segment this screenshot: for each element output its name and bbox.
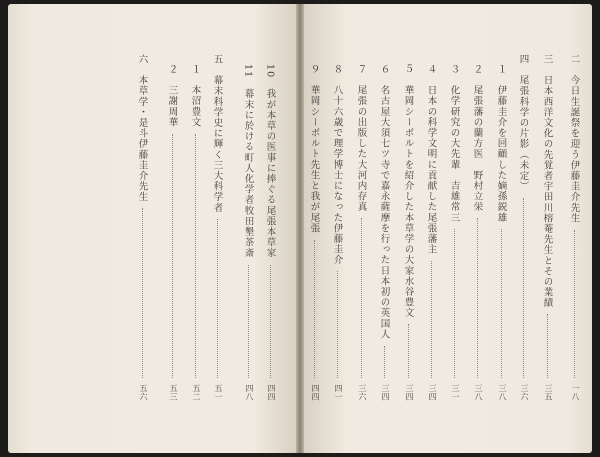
- dotted-leader: [384, 346, 386, 378]
- dotted-leader: [270, 265, 272, 378]
- toc-page-number: 四四: [311, 384, 320, 401]
- dotted-leader: [217, 219, 219, 378]
- toc-entry: ６ 名古屋大須七ツ寺で嘉永薩摩を行った日本初の英国人: [378, 64, 390, 340]
- toc-page-number: 三一: [451, 384, 460, 401]
- toc-entry: ５ 華岡シーボルトを紹介した本草学の大家水谷豊文: [402, 64, 414, 319]
- dotted-leader: [547, 314, 549, 378]
- dotted-leader: [408, 324, 410, 378]
- toc-entry: ８ 八十六歳で理学博士になった伊藤圭介: [331, 64, 343, 266]
- toc-entry: 11 幕末に於ける町人化学者牧田墾茶斎: [242, 64, 254, 259]
- left-page: [8, 4, 296, 453]
- dotted-leader: [314, 240, 316, 378]
- dotted-leader: [454, 229, 456, 378]
- toc-entry: ４ 日本の科学文明に貢献した尾張藩主: [425, 64, 437, 255]
- dotted-leader: [431, 261, 433, 378]
- toc-page-number: 三八: [498, 384, 507, 401]
- toc-entry: 三 日本西洋文化の先覚者宇田川榕菴先生とその業績: [541, 54, 553, 309]
- toc-entry: ２ 三謝周華: [166, 64, 178, 128]
- dotted-leader: [248, 265, 250, 378]
- toc-page-number: 四八: [245, 384, 254, 401]
- dotted-leader: [195, 134, 197, 378]
- toc-page-number: 三四: [405, 384, 414, 401]
- toc-page-number: 一八: [571, 384, 580, 401]
- toc-page-number: 五三: [169, 384, 178, 401]
- dotted-leader: [172, 134, 174, 378]
- toc-entry: １ 本沼豊文: [189, 64, 201, 128]
- toc-entry: 五 幕末科学史に輝く三大科学者: [211, 54, 223, 213]
- toc-entry: ３ 化学研究の大先輩 吉雄常三: [448, 64, 460, 223]
- toc-entry: 二 今日生誕祭を迎う伊藤圭介先生: [568, 54, 580, 224]
- toc-page-number: 三六: [520, 384, 529, 401]
- dotted-leader: [501, 229, 503, 378]
- dotted-leader: [523, 198, 525, 378]
- toc-entry: ９ 華岡シーボルト先生と我が尾張: [308, 64, 320, 234]
- toc-entry: １ 伊藤圭介を回顧した嫡孫鋭雄: [495, 64, 507, 223]
- toc-page-number: 五二: [192, 384, 201, 401]
- dotted-leader: [477, 218, 479, 378]
- toc-page-number: 四一: [334, 384, 343, 401]
- dotted-leader: [142, 208, 144, 378]
- dotted-leader: [361, 218, 363, 378]
- toc-page-number: 四四: [267, 384, 276, 401]
- toc-entry: 四 尾張科学の片影（未定）: [517, 54, 529, 192]
- toc-page-number: 三五: [544, 384, 553, 401]
- toc-page-number: 五六: [139, 384, 148, 401]
- dotted-leader: [574, 230, 576, 378]
- toc-entry: ２ 尾張藩の蘭方医 野村立栄: [471, 64, 483, 213]
- book-gutter: [296, 4, 304, 453]
- right-page: [304, 4, 592, 453]
- toc-entry: ７ 尾張の出版した大河内存真: [355, 64, 367, 213]
- toc-page-number: 三四: [381, 384, 390, 401]
- toc-entry: 六 本草学・是斗伊藤圭介先生: [136, 54, 148, 203]
- toc-entry: 10 我が本草の医事に捧ぐる尾張本草家: [264, 64, 276, 259]
- toc-page-number: 三四: [428, 384, 437, 401]
- toc-page-number: 三六: [358, 384, 367, 401]
- dotted-leader: [337, 271, 339, 378]
- toc-page-number: 三八: [474, 384, 483, 401]
- toc-page-number: 五一: [214, 384, 223, 401]
